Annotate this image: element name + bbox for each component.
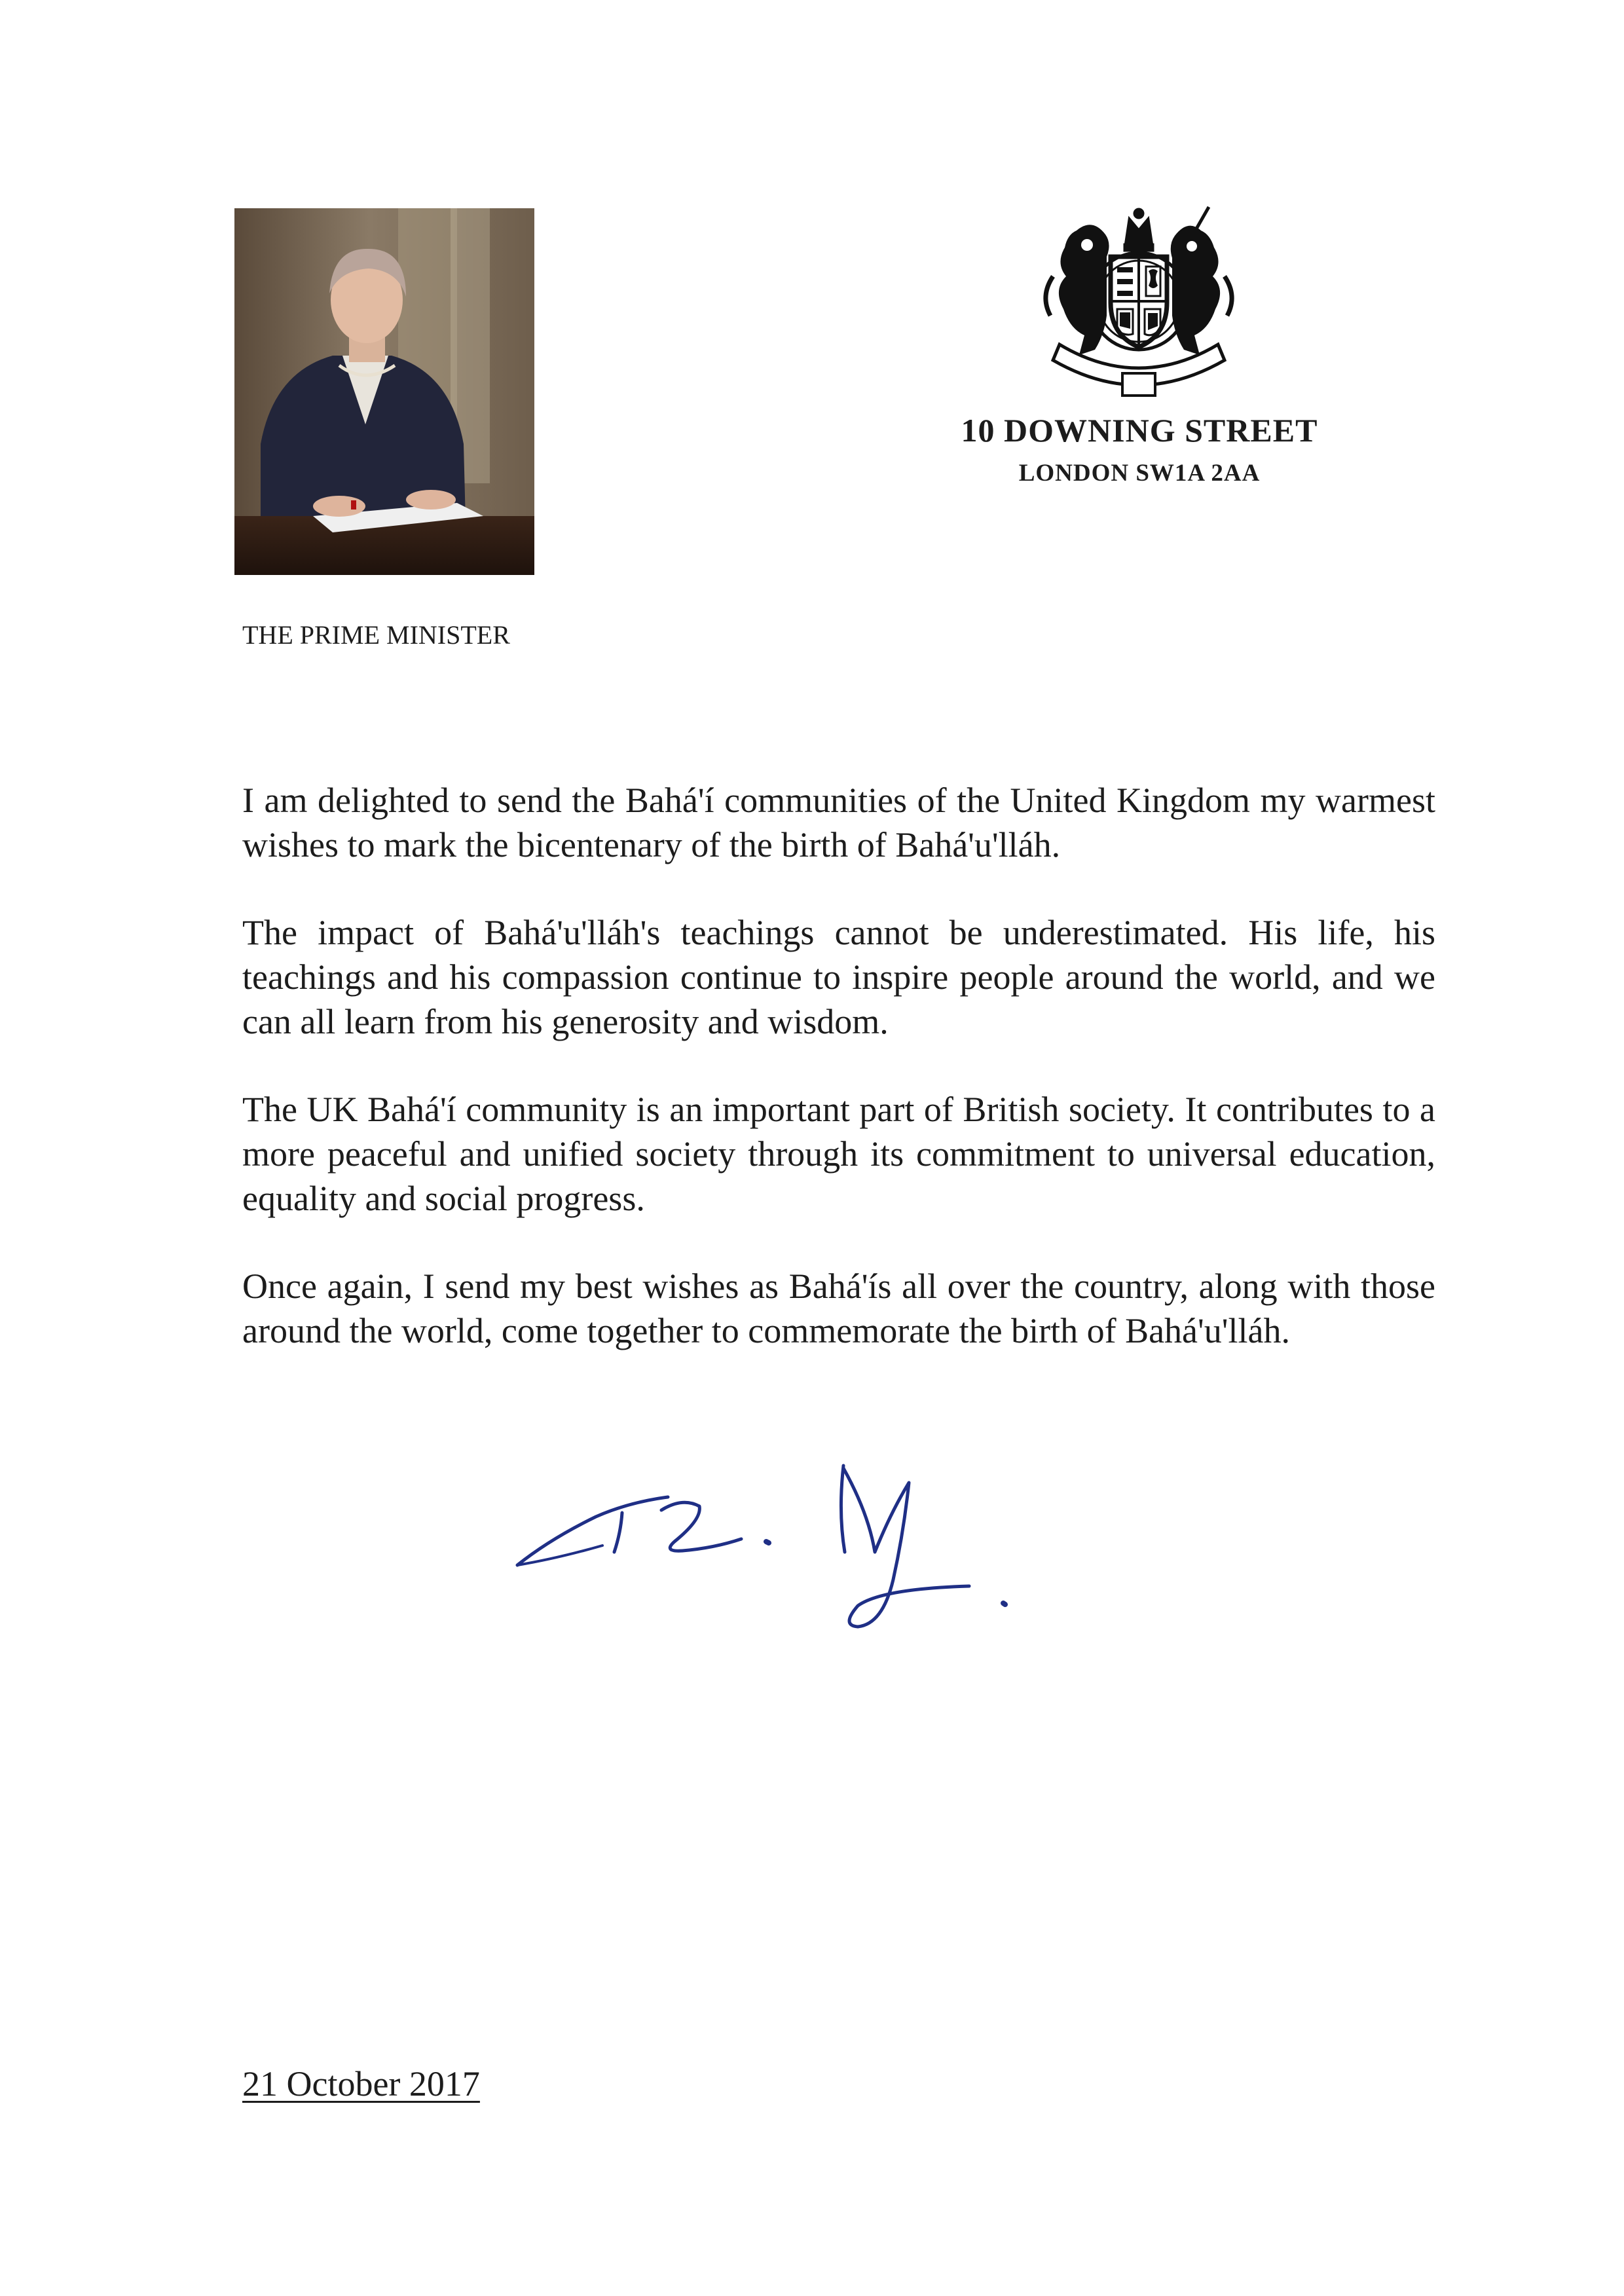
letter-paragraph: The UK Bahá'í community is an important part of British society. It contributes to a more peaceful and unified society through its commitment to universal education, equality and social progress. [242,1090,1435,1218]
letterhead-address-line1: 10 DOWNING STREET [961,412,1318,449]
handwritten-signature [511,1454,1022,1650]
letter-body [242,778,1435,1396]
letter-paragraph: Once again, I send my best wishes as Bahá'ís all over the country, along with those around the world, come together to commemorate the birth of Bahá'u'lláh. [242,1267,1435,1350]
letterhead-address-line2: LONDON SW1A 2AA [1018,460,1261,487]
sender-title: THE PRIME MINISTER [242,620,510,650]
letter-date: 21 October 2017 [242,2064,480,2103]
letter-paragraph: The impact of Bahá'u'lláh's teachings cannot be underestimated. His life, his teachings and his compassion continue to inspire people around the world, and we can all learn from his generosity and wisdom. [242,913,1435,1041]
royal-coat-of-arms-icon [1033,204,1244,399]
letter-paragraph: I am delighted to send the Bahá'í communities of the United Kingdom my warmest wishes to mark the bicentenary of the birth of Bahá'u'lláh. [242,781,1435,864]
sender-portrait-photo [234,208,534,575]
